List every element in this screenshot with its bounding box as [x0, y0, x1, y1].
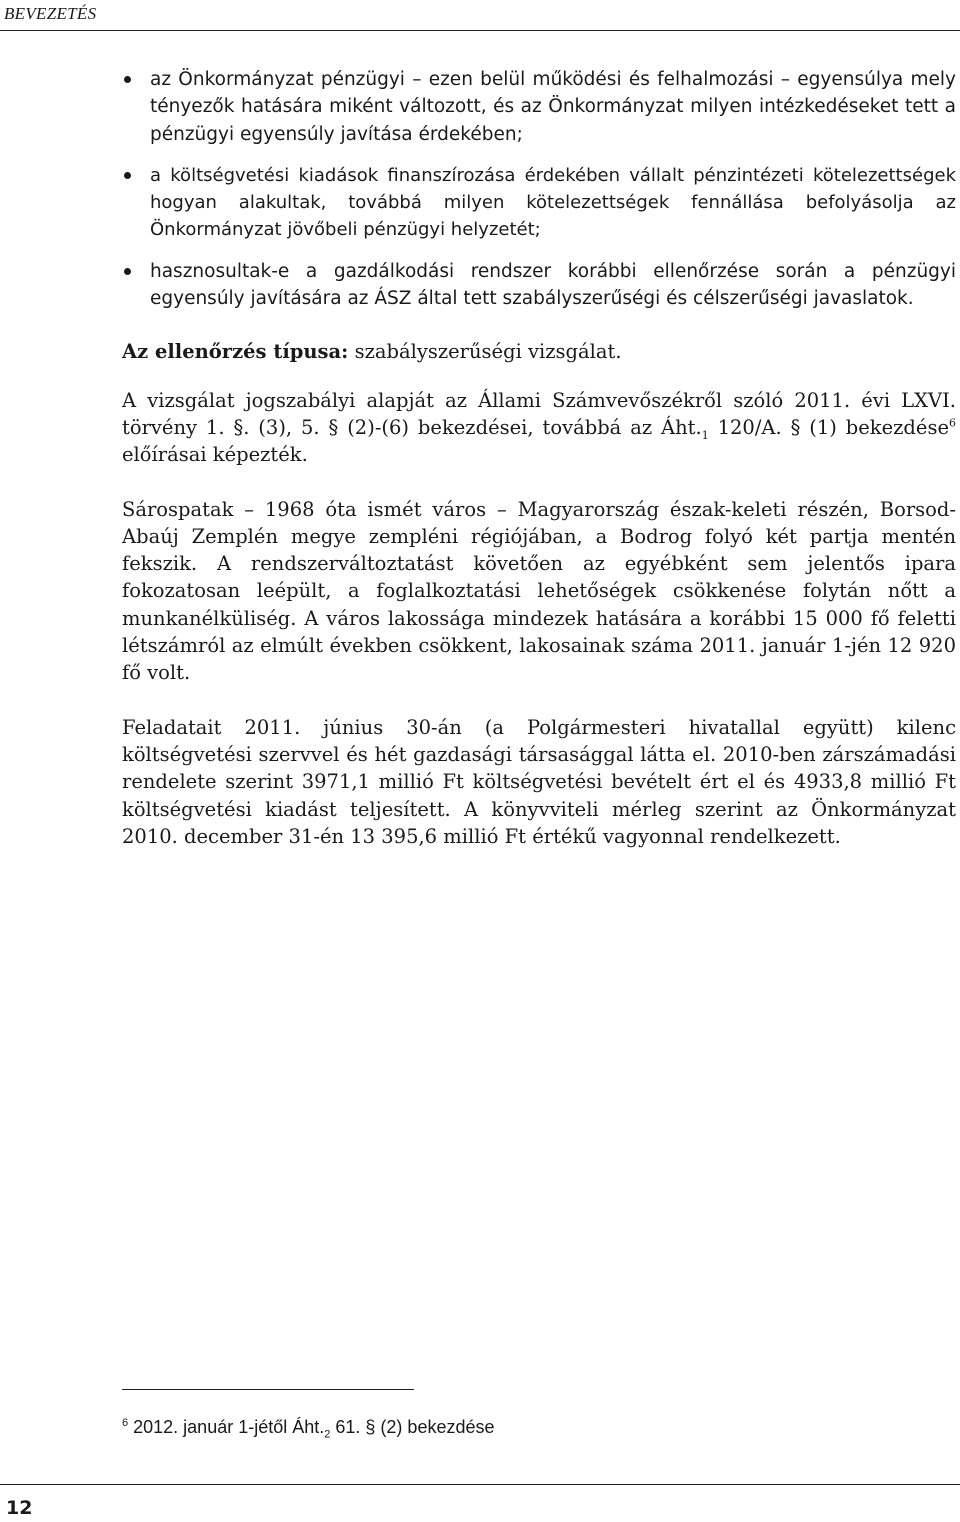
legal-basis-text-end: előírásai képezték.	[122, 443, 308, 467]
bullet-icon	[124, 76, 131, 83]
page-header	[0, 0, 960, 31]
legal-basis-text: A vizsgálat jogszabályi alapját az Állami Számvevőszékről szóló 2011. évi LXVI. törvény 1. §. (3), 5. § (2)-(6) bekezdései, továbbá az Áht.	[122, 388, 956, 439]
footnote-text-end: 61. § (2) bekezdése	[330, 1417, 495, 1437]
law-version-subscript: 1	[701, 428, 709, 442]
footnote-text: 2012. január 1-jétől Áht.	[128, 1417, 325, 1437]
bullet-icon	[124, 268, 131, 275]
list-item-text: az Önkormányzat pénzügyi – ezen belül működési és felhalmozási – egyensúlya mely tényezők hatására miként változott, és az Önkormányzat milyen intézkedéseket tett a pénzügyi egyensúly javítása érdekében;	[150, 69, 956, 145]
footnote-subscript: 2	[324, 1428, 331, 1441]
footnote-number: 6	[122, 1417, 129, 1429]
audit-questions-list	[122, 66, 956, 312]
legal-basis-text-cont: 120/A. § (1) bekezdése	[708, 415, 949, 439]
footer-divider	[0, 1484, 960, 1485]
audit-type	[122, 338, 956, 365]
section-title: BEVEZETÉS	[4, 4, 97, 23]
audit-type-label: Az ellenőrzés típusa:	[122, 340, 349, 364]
legal-basis	[122, 387, 956, 469]
bullet-icon	[124, 172, 131, 179]
list-item-text: a költségvetési kiadások finanszírozása érdekében vállalt pénzintézeti kötelezettségek hogyan alakultak, továbbá milyen kötelezettségek fennállása befolyásolja az Önkormányzat jövőbeli pénzügyi helyzetét;	[150, 164, 956, 241]
list-item	[122, 258, 956, 313]
page-number: 12	[6, 1497, 33, 1519]
financial-summary: Feladatait 2011. június 30-án (a Polgármesteri hivatallal együtt) kilenc költségvetési szervvel és hét gazdasági társasággal látta el. 2010-ben zárszámadási rendelete szerint 3971,1 millió Ft költségvetési bevételt ért el és 4933,8 millió Ft költségvetési kiadást teljesített. A könyvviteli mérleg szerint az Önkormányzat 2010. december 31-én 13 395,6 millió Ft értékű vagyonnal rendelkezett.	[122, 715, 956, 848]
footnote-reference[interactable]: 6	[949, 416, 956, 430]
footnote	[122, 1417, 495, 1441]
list-item	[122, 66, 956, 148]
footnote-divider	[122, 1389, 414, 1390]
list-item	[122, 162, 956, 244]
audit-type-value: szabályszerűségi vizsgálat.	[348, 340, 622, 364]
list-item-text: hasznosultak-e a gazdálkodási rendszer korábbi ellenőrzése során a pénzügyi egyensúly javítására az ÁSZ által tett szabályszerűségi és célszerűségi javaslatok.	[150, 260, 956, 310]
city-description: Sárospatak – 1968 óta ismét város – Magyarország észak-keleti részén, Borsod-Abaúj Zemplén megye zempléni régiójában, a Bodrog folyó két partja mentén fekszik. A rendszerváltoztatást követően az egyébként sem jelentős ipara fokozatosan leépült, a foglalkoztatási lehetőségek csökkenése folytán nőtt a munkanélküliség. A város lakossága mindezek hatására a korábbi 15 000 fő feletti létszámról az elmúlt években csökkent, lakosainak száma 2011. január 1-jén 12 920 fő volt.	[122, 497, 956, 685]
main-content	[122, 66, 956, 850]
